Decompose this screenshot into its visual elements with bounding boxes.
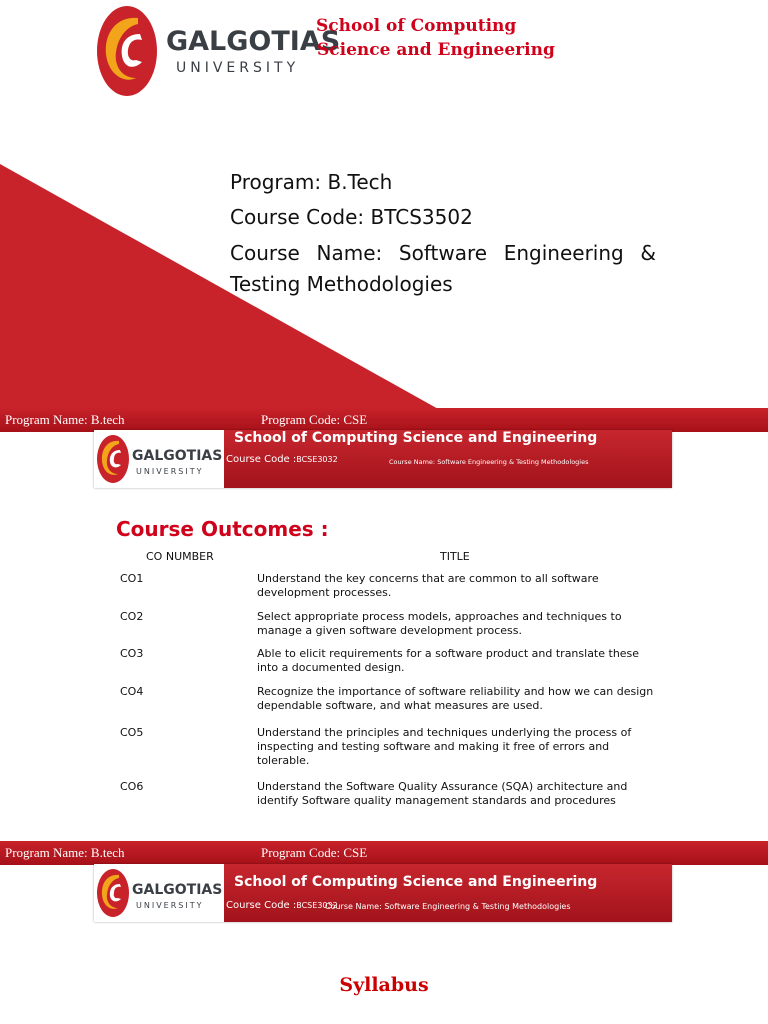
school-title: School of Computing Science and Engineering: [316, 16, 555, 60]
banner-school-title: School of Computing Science and Engineering: [234, 430, 598, 446]
co-number: CO6: [120, 780, 144, 793]
galgotias-logo: [96, 4, 341, 98]
banner-course-code: Course Code :BCSE3032: [226, 900, 338, 911]
co-number: CO2: [120, 610, 144, 623]
banner-school-title: School of Computing Science and Engineering: [234, 874, 598, 890]
footer-program-code: Program Code: CSE: [261, 845, 368, 860]
course-name-continued: Testing Methodologies: [230, 272, 453, 296]
header-banner: [94, 430, 672, 488]
banner-course-code: Course Code :BCSE3032: [226, 454, 338, 465]
course-outcomes-heading: Course Outcomes :: [116, 517, 329, 541]
svg-text:GALGOTIAS: GALGOTIAS: [166, 26, 341, 57]
footer-program-name: Program Name: B.tech: [5, 412, 125, 427]
course-name-line: Course Name: Software Engineering &: [230, 241, 656, 265]
co-description: Understand the key concerns that are common to all software development processes.: [257, 572, 599, 599]
svg-text:UNIVERSITY: UNIVERSITY: [136, 901, 204, 910]
co-number: CO5: [120, 726, 144, 739]
co-number: CO4: [120, 685, 144, 698]
svg-text:UNIVERSITY: UNIVERSITY: [136, 467, 204, 476]
course-code-line: Course Code: BTCS3502: [230, 205, 473, 229]
footer-program-name: Program Name: B.tech: [5, 845, 125, 860]
co-description: Select appropriate process models, approaches and techniques to manage a given software development process.: [257, 610, 622, 637]
banner-course-name: Course Name: Software Engineering & Testing Methodologies: [325, 902, 571, 911]
header-banner: [94, 864, 672, 922]
col-header-title: TITLE: [440, 550, 470, 563]
svg-text:UNIVERSITY: UNIVERSITY: [176, 60, 300, 76]
banner-course-name: Course Name: Software Engineering & Testing Methodologies: [389, 458, 589, 466]
col-header-co-number: CO NUMBER: [146, 550, 214, 563]
footer-bar: [0, 408, 768, 432]
syllabus-heading: Syllabus: [339, 974, 429, 996]
galgotias-logo: [96, 433, 224, 485]
svg-text:GALGOTIAS: GALGOTIAS: [132, 448, 223, 464]
footer-bar: [0, 841, 768, 865]
co-number: CO3: [120, 647, 144, 660]
co-description: Understand the principles and techniques underlying the process of inspecting and testing software and making it free of errors and tolerable.: [257, 726, 632, 767]
footer-program-code: Program Code: CSE: [261, 412, 368, 427]
co-description: Recognize the importance of software reliability and how we can design dependable software, and what measures are used.: [257, 685, 654, 712]
galgotias-logo: [96, 867, 224, 919]
co-description: Understand the Software Quality Assurance (SQA) architecture and identify Software quality management standards and procedures: [257, 780, 628, 807]
co-description: Able to elicit requirements for a software product and translate these into a documented design.: [257, 647, 640, 674]
svg-text:GALGOTIAS: GALGOTIAS: [132, 882, 223, 898]
co-number: CO1: [120, 572, 144, 585]
program-line: Program: B.Tech: [230, 170, 393, 194]
